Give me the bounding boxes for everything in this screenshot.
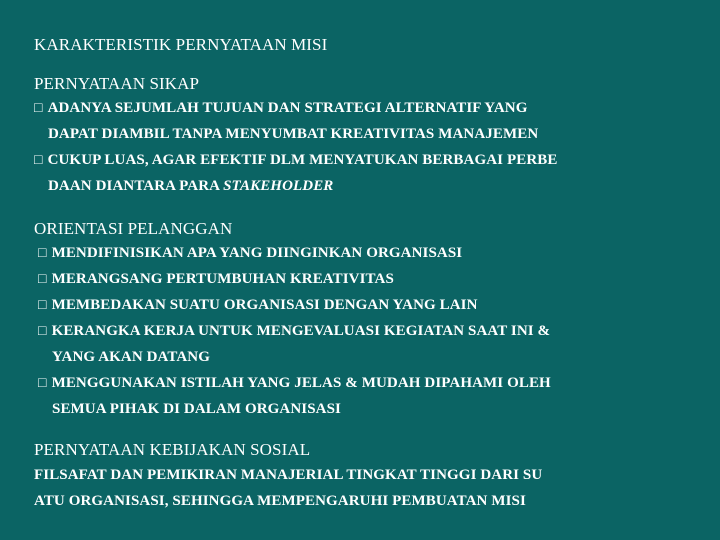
stakeholder-term: STAKEHOLDER — [223, 178, 334, 194]
section-heading-kebijakan-sosial: PERNYATAAN KEBIJAKAN SOSIAL — [34, 440, 311, 459]
paragraph-line: FILSAFAT DAN PEMIKIRAN MANAJERIAL TINGKAT TINGGI DARI SU — [34, 467, 543, 483]
bullet-square-icon: □ — [34, 153, 43, 168]
bullet-text: MERANGSANG PERTUMBUHAN KREATIVITAS — [51, 271, 394, 287]
bullet-text: DAAN DIANTARA PARA — [48, 178, 224, 194]
bullet-item — [38, 323, 550, 340]
bullet-text: MEMBEDAKAN SUATU ORGANISASI DENGAN YANG LAIN — [51, 297, 478, 313]
bullet-square-icon: □ — [34, 101, 43, 116]
section-heading-orientasi-pelanggan: ORIENTASI PELANGGAN — [34, 219, 233, 238]
bullet-square-icon: □ — [38, 298, 47, 313]
bullet-item — [38, 375, 551, 392]
paragraph-line: ATU ORGANISASI, SEHINGGA MEMPENGARUHI PEMBUATAN MISI — [34, 493, 526, 509]
bullet-square-icon: □ — [38, 246, 47, 261]
bullet-item — [38, 271, 394, 288]
bullet-continuation: DAPAT DIAMBIL TANPA MENYUMBAT KREATIVITAS MANAJEMEN — [48, 126, 539, 142]
bullet-text: CUKUP LUAS, AGAR EFEKTIF DLM MENYATUKAN BERBAGAI PERBE — [47, 152, 558, 168]
bullet-text: MENGGUNAKAN ISTILAH YANG JELAS & MUDAH DIPAHAMI OLEH — [51, 375, 551, 391]
bullet-item — [34, 100, 527, 117]
bullet-square-icon: □ — [38, 272, 47, 287]
bullet-item — [34, 152, 557, 169]
bullet-continuation — [48, 178, 333, 195]
bullet-item — [38, 245, 462, 262]
bullet-continuation: SEMUA PIHAK DI DALAM ORGANISASI — [52, 401, 341, 417]
slide-title: KARAKTERISTIK PERNYATAAN MISI — [34, 35, 328, 54]
bullet-text: MENDIFINISIKAN APA YANG DIINGINKAN ORGANISASI — [51, 245, 463, 261]
section-heading-pernyataan-sikap: PERNYATAAN SIKAP — [34, 74, 200, 93]
bullet-continuation: YANG AKAN DATANG — [52, 349, 211, 365]
bullet-text: KERANGKA KERJA UNTUK MENGEVALUASI KEGIATAN SAAT INI & — [51, 323, 551, 339]
bullet-square-icon: □ — [38, 376, 47, 391]
bullet-square-icon: □ — [38, 324, 47, 339]
bullet-text: ADANYA SEJUMLAH TUJUAN DAN STRATEGI ALTERNATIF YANG — [47, 100, 528, 116]
bullet-item — [38, 297, 478, 314]
